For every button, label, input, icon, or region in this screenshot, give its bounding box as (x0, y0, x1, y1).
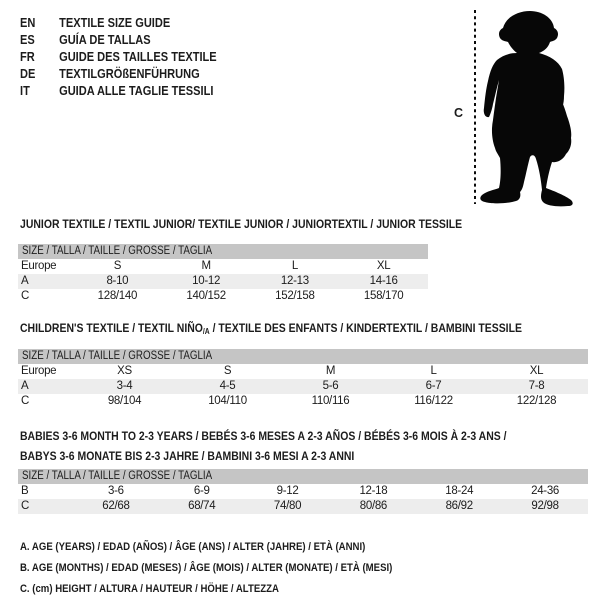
table-cell: 3-6 (108, 485, 124, 497)
size-header-text: SIZE / TALLA / TAILLE / GRÖSSE / TAGLIA (22, 350, 213, 362)
table-cell: 12-13 (280, 275, 309, 287)
language-row (20, 31, 217, 48)
table-row (18, 274, 428, 289)
section-title-children (20, 319, 600, 342)
table-cell: 12-18 (359, 485, 388, 497)
title-subscript: /A (202, 327, 210, 336)
footnote-text: B. AGE (MONTHS) / EDAD (MESES) / ÂGE (MOIS) / ALTER (MONATE) / ETÀ (MESI) (20, 562, 393, 574)
language-code: DE (20, 66, 36, 81)
babies-size-table (18, 469, 588, 514)
language-row (20, 82, 217, 99)
section-title-text (20, 319, 522, 342)
table-cell: XS (117, 365, 132, 377)
table-row (18, 394, 588, 409)
footnote-a (20, 537, 458, 558)
language-code: ES (20, 32, 35, 47)
title-part: / TEXTILE DES ENFANTS / KINDERTEXTIL / BAMBINI TESSILE (209, 321, 522, 335)
table-cell: 18-24 (445, 485, 474, 497)
table-row (18, 289, 428, 304)
guide-title: GUIDA ALLE TAGLIE TESSILI (59, 83, 214, 98)
table-rows (18, 484, 588, 514)
table-cell: 92/98 (531, 500, 559, 512)
table-cell: 4-5 (219, 380, 236, 392)
row-label: B (21, 485, 29, 497)
guide-title: TEXTILE SIZE GUIDE (59, 15, 171, 30)
footnote-b (20, 558, 458, 579)
table-rows (18, 364, 588, 409)
table-cell: 7-8 (528, 380, 545, 392)
language-row (20, 65, 217, 82)
guide-title: TEXTILGRÖßENFÜHRUNG (59, 66, 200, 81)
table-cell: 122/128 (516, 395, 557, 407)
guide-title: GUIDE DES TAILLES TEXTILE (59, 49, 217, 64)
table-cell: 10-12 (192, 275, 221, 287)
row-label: Europe (21, 365, 57, 377)
table-cell: 110/116 (311, 395, 350, 407)
table-cell: 104/110 (208, 395, 247, 407)
table-cell: 62/68 (102, 500, 130, 512)
table-cell: 140/152 (186, 290, 226, 302)
height-label: C (454, 106, 464, 120)
language-row (20, 14, 217, 31)
baby-figure (458, 6, 578, 208)
language-row (20, 48, 217, 65)
junior-size-table (18, 244, 428, 304)
size-header-bar (18, 469, 588, 484)
table-cell: 116/122 (414, 395, 453, 407)
table-cell: 152/158 (275, 290, 315, 302)
table-cell: 5-6 (322, 380, 339, 392)
baby-silhouette-icon (480, 11, 572, 206)
row-label: Europe (21, 260, 57, 272)
row-label: C (21, 290, 30, 302)
table-cell: 14-16 (369, 275, 398, 287)
table-cell: 6-9 (193, 485, 210, 497)
table-cell: XL (376, 260, 391, 272)
row-label: A (21, 275, 29, 287)
table-cell: 68/74 (188, 500, 216, 512)
table-cell: 158/170 (363, 290, 404, 302)
row-label: A (21, 380, 29, 392)
table-row (18, 484, 588, 499)
table-cell: 8-10 (106, 275, 129, 287)
size-header-bar (18, 349, 588, 364)
children-size-table (18, 349, 588, 409)
table-cell: 24-36 (531, 485, 560, 497)
table-cell: 3-4 (116, 380, 133, 392)
table-row (18, 499, 588, 514)
table-cell: 6-7 (425, 380, 442, 392)
footnote-text: A. AGE (YEARS) / EDAD (AÑOS) / ÂGE (ANS) / ALTER (JAHRE) / ETÀ (ANNI) (20, 541, 366, 553)
language-code: EN (20, 15, 36, 30)
language-title-block (20, 14, 251, 99)
section-title-line1: BABIES 3-6 MONTH TO 2-3 YEARS / BEBÉS 3-6 MESES A 2-3 AÑOS / BÉBÉS 3-6 MOIS À 2-3 ANS / (20, 429, 507, 443)
title-part: CHILDREN'S TEXTILE / TEXTIL NIÑO (20, 321, 203, 335)
table-cell: 9-12 (276, 485, 299, 497)
footnote-c (20, 579, 458, 600)
size-header-text: SIZE / TALLA / TAILLE / GRÖSSE / TAGLIA (22, 245, 213, 257)
legend-footnotes (20, 537, 458, 600)
size-header-text: SIZE / TALLA / TAILLE / GRÖSSE / TAGLIA (22, 470, 213, 482)
table-row (18, 364, 588, 379)
language-code: IT (20, 83, 30, 98)
section-title-line2: BABYS 3-6 MONATE BIS 2-3 JAHRE / BAMBINI 3-6 MESI A 2-3 ANNI (20, 448, 355, 463)
table-cell: S (223, 365, 232, 377)
table-cell: L (291, 260, 298, 272)
table-row (18, 379, 588, 394)
row-label: C (21, 395, 30, 407)
table-cell: 80/86 (359, 500, 388, 512)
table-cell: M (325, 365, 336, 377)
size-header-bar (18, 244, 428, 259)
table-cell: L (430, 365, 437, 377)
table-cell: 74/80 (273, 500, 302, 512)
guide-title: GUÍA DE TALLAS (59, 32, 151, 47)
section-title-babies (20, 427, 592, 466)
footnote-text: C. (cm) HEIGHT / ALTURA / HAUTEUR / HÖHE / ALTEZZA (20, 583, 279, 595)
section-title-text: JUNIOR TEXTILE / TEXTIL JUNIOR/ TEXTILE JUNIOR / JUNIORTEXTIL / JUNIOR TESSILE (20, 217, 463, 231)
table-cell: 86/92 (445, 500, 473, 512)
table-cell: 128/140 (97, 290, 138, 302)
table-cell: XL (529, 365, 544, 377)
language-code: FR (20, 49, 35, 64)
table-cell: S (113, 260, 122, 272)
section-title-junior (20, 215, 540, 235)
table-row (18, 259, 428, 274)
table-cell: 98/104 (107, 395, 142, 407)
table-cell: M (201, 260, 211, 272)
row-label: C (21, 500, 30, 512)
table-rows (18, 259, 428, 304)
